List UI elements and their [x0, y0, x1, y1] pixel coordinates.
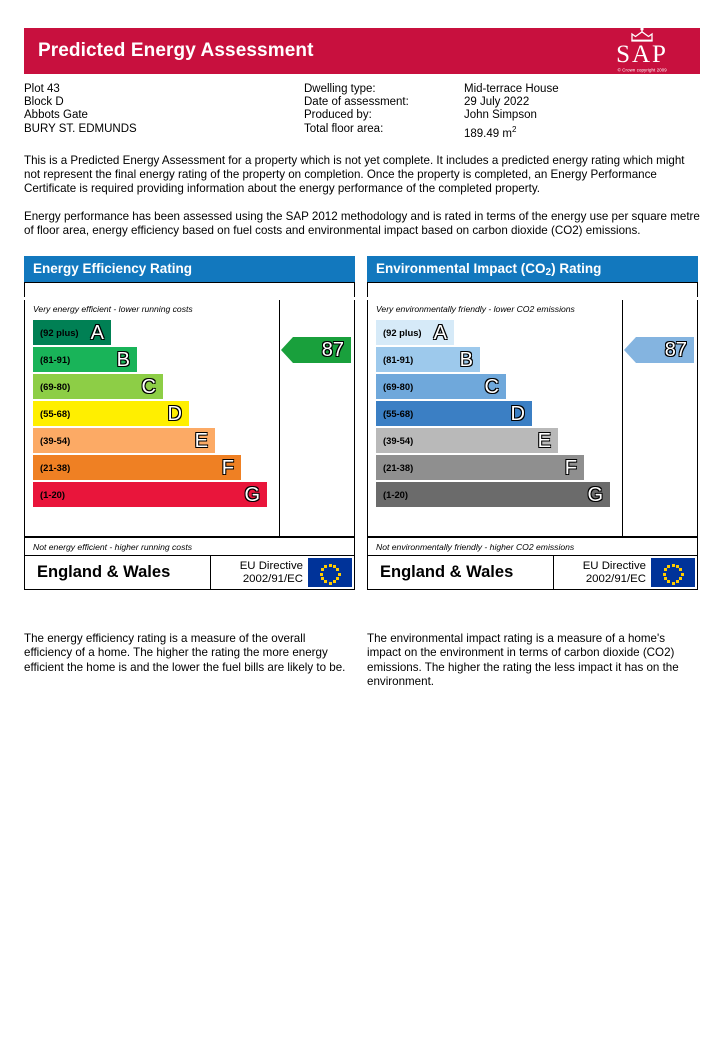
- eu-star: [321, 577, 324, 580]
- directive-line-2: 2002/91/EC: [585, 572, 646, 585]
- energy-chart-top-strip: [24, 282, 355, 297]
- eu-star: [324, 580, 327, 583]
- band-range-label: (21-38): [40, 462, 71, 474]
- square-metre-superscript: 2: [511, 124, 517, 134]
- rating-band-row: [368, 373, 622, 400]
- energy-rating-arrow: [293, 337, 351, 363]
- rating-band-f: [33, 455, 241, 480]
- co2-chart-header: Environmental Impact $(CO_2)$ Rating: [367, 256, 698, 282]
- co2-footer-directive: [553, 556, 651, 589]
- band-letter: E: [194, 429, 208, 452]
- band-letter: B: [459, 348, 473, 371]
- label-dwelling-type: Dwelling type:: [304, 83, 376, 95]
- band-range-label: (69-80): [40, 381, 71, 393]
- eu-star: [338, 573, 341, 576]
- property-detail-labels: [304, 83, 464, 141]
- energy-footer-region: England & Wales: [37, 563, 171, 582]
- energy-chart-header: Energy Efficiency Rating: [24, 256, 355, 282]
- rating-band-row: [25, 481, 279, 508]
- eu-star: [321, 568, 324, 571]
- rating-band-d: [376, 401, 532, 426]
- eu-star: [329, 564, 332, 567]
- address-line: Abbots Gate: [24, 109, 88, 122]
- eu-star: [667, 580, 670, 583]
- band-range-label: (69-80): [383, 381, 414, 393]
- rating-band-g: [376, 482, 610, 507]
- eu-star: [672, 582, 675, 585]
- co2-caption-top: Very environmentally friendly - lower CO2 emissions: [376, 304, 575, 315]
- eu-star: [664, 577, 667, 580]
- band-letter: B: [116, 348, 130, 371]
- directive-line-1: EU Directive: [239, 559, 303, 572]
- eu-star: [333, 580, 336, 583]
- address-line: Block D: [24, 96, 64, 109]
- eu-star: [664, 568, 667, 571]
- co2-bar-list: [368, 317, 622, 510]
- co2-rating-arrow-wrap: [624, 337, 694, 363]
- sap-letter-s: S: [616, 41, 632, 68]
- rating-band-b: [376, 347, 480, 372]
- rating-band-e: [33, 428, 215, 453]
- co2-chart-footer: [367, 556, 698, 590]
- eu-star: [336, 568, 339, 571]
- property-address: [24, 83, 304, 141]
- rating-band-a: [33, 320, 111, 345]
- energy-chart-bands: [25, 300, 280, 536]
- co2-caption-bottom: Not environmentally friendly - higher CO2 emissions: [368, 537, 697, 555]
- address-line: BURY ST. EDMUNDS: [24, 122, 137, 135]
- value-date-of-assessment: 29 July 2022: [464, 96, 530, 109]
- address-line: Plot 43: [24, 83, 60, 95]
- value-produced-by: John Simpson: [464, 109, 537, 122]
- energy-chart-footer: [24, 556, 355, 590]
- band-letter: G: [587, 483, 603, 506]
- co2-impact-chart: [367, 256, 698, 590]
- energy-efficiency-chart: [24, 256, 355, 590]
- co2-subscript: 2: [545, 267, 552, 279]
- eu-star: [679, 568, 682, 571]
- rating-band-f: [376, 455, 584, 480]
- energy-bar-list: [25, 317, 279, 510]
- band-letter: F: [564, 456, 577, 479]
- label-total-floor-area: Total floor area:: [304, 122, 384, 135]
- band-range-label: (81-91): [383, 354, 414, 366]
- band-range-label: (92 plus): [383, 327, 422, 339]
- rating-band-row: [368, 346, 622, 373]
- band-letter: D: [167, 402, 182, 425]
- rating-band-row: [368, 454, 622, 481]
- rating-band-c: [33, 374, 163, 399]
- crown-icon: [629, 27, 655, 42]
- band-range-label: (39-54): [383, 435, 414, 447]
- energy-chart-body: [24, 300, 355, 537]
- rating-band-b: [33, 347, 137, 372]
- page: [0, 28, 724, 1052]
- sap-logo: [596, 29, 688, 73]
- sap-letter-p: P: [652, 41, 668, 68]
- energy-explanation: The energy efficiency rating is a measure of the overall efficiency of a home. The higher the rating the more energy efficient the home is and the lower the fuel bills are likely to be.: [24, 632, 346, 674]
- rating-band-g: [33, 482, 267, 507]
- rating-band-row: [368, 319, 622, 346]
- band-range-label: (81-91): [40, 354, 71, 366]
- rating-band-c: [376, 374, 506, 399]
- band-letter: F: [221, 456, 234, 479]
- rating-band-row: [25, 346, 279, 373]
- eu-star: [663, 573, 666, 576]
- band-letter: A: [433, 321, 447, 344]
- sap-copyright: © Crown copyright 2009: [617, 67, 667, 73]
- band-range-label: (55-68): [40, 408, 71, 420]
- sap-logo-letters: [616, 42, 668, 67]
- co2-chart-rating-column: [623, 300, 697, 536]
- eu-flag-icon: [308, 558, 352, 587]
- arrow-tip-icon: [624, 337, 636, 363]
- co2-explanation: The environmental impact rating is a measure of a home's impact on the environment in terms of carbon dioxide (CO2) emissions. The higher the rating the less impact it has on the environment.: [367, 632, 679, 688]
- co2-chart-top-strip: [367, 282, 698, 297]
- band-letter: C: [484, 375, 499, 398]
- property-detail-values: [464, 83, 700, 141]
- co2-rating-value: 87: [664, 339, 687, 362]
- band-range-label: (1-20): [40, 489, 66, 501]
- energy-rating-arrow-wrap: [281, 337, 351, 363]
- band-letter: D: [510, 402, 525, 425]
- label-date-of-assessment: Date of assessment:: [304, 96, 409, 109]
- energy-caption-top: Very energy efficient - lower running costs: [33, 304, 193, 315]
- band-range-label: (1-20): [383, 489, 409, 501]
- sap-letter-a: A: [631, 41, 653, 68]
- intro-paragraph-2: Energy performance has been assessed using the SAP 2012 methodology and is rated in terms of the energy use per square metre of floor area, energy efficiency based on fuel costs and environmental impact based on carbon dioxide (CO2) emissions.: [24, 209, 700, 237]
- ratings-charts: [24, 256, 700, 590]
- band-letter: E: [537, 429, 551, 452]
- rating-band-a: [376, 320, 454, 345]
- energy-chart-rating-column: [280, 300, 354, 536]
- eu-star: [681, 573, 684, 576]
- rating-band-row: [368, 427, 622, 454]
- co2-chart-bands: [368, 300, 623, 536]
- rating-band-row: [25, 373, 279, 400]
- co2-footer-region: England & Wales: [380, 563, 514, 582]
- rating-band-e: [376, 428, 558, 453]
- eu-star: [320, 573, 323, 576]
- page-title: Predicted Energy Assessment: [38, 40, 314, 61]
- rating-band-row: [25, 427, 279, 454]
- energy-rating-value: 87: [321, 339, 344, 362]
- band-range-label: (55-68): [383, 408, 414, 420]
- header-banner: [24, 28, 700, 74]
- band-letter: G: [244, 483, 260, 506]
- rating-band-d: [33, 401, 189, 426]
- eu-star: [672, 564, 675, 567]
- eu-star: [679, 577, 682, 580]
- property-details: [24, 83, 700, 141]
- co2-chart-body: [367, 300, 698, 537]
- band-letter: A: [90, 321, 104, 344]
- directive-line-1: EU Directive: [582, 559, 646, 572]
- band-range-label: (21-38): [383, 462, 414, 474]
- rating-band-row: [368, 481, 622, 508]
- intro-paragraph-1: This is a Predicted Energy Assessment for a property which is not yet complete. It includes a predicted energy rating which might not represent the final energy rating of the property on completion. Once the property is completed, an Energy Performance Certificate is required providing information about the energy performance of the completed property.: [24, 153, 685, 196]
- energy-caption-bottom: Not energy efficient - higher running costs: [25, 537, 354, 555]
- eu-star: [676, 580, 679, 583]
- rating-band-row: [368, 400, 622, 427]
- band-range-label: (92 plus): [40, 327, 79, 339]
- co2-rating-arrow: [636, 337, 694, 363]
- eu-star: [329, 582, 332, 585]
- directive-line-2: 2002/91/EC: [242, 572, 303, 585]
- band-letter: C: [141, 375, 156, 398]
- value-dwelling-type: Mid-terrace House: [464, 83, 559, 95]
- value-total-floor-area: 189.49 $m^2$: [464, 124, 517, 140]
- band-range-label: (39-54): [40, 435, 71, 447]
- energy-footer-directive: [210, 556, 308, 589]
- eu-star: [667, 565, 670, 568]
- arrow-tip-icon: [281, 337, 293, 363]
- eu-star: [324, 565, 327, 568]
- eu-flag-icon: [651, 558, 695, 587]
- rating-band-row: [25, 319, 279, 346]
- label-produced-by: Produced by:: [304, 109, 372, 122]
- rating-band-row: [25, 400, 279, 427]
- rating-band-row: [25, 454, 279, 481]
- eu-star: [336, 577, 339, 580]
- chart-explanations: [24, 632, 700, 689]
- sap-letter-a-with-crown: [632, 42, 652, 67]
